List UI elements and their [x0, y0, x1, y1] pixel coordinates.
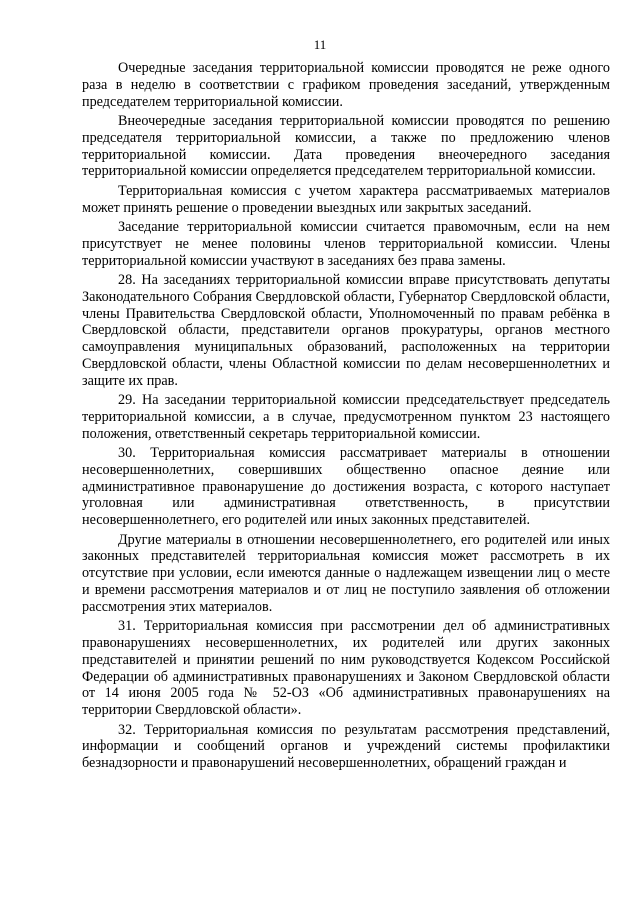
paragraph: Территориальная комиссия с учетом характера рассматриваемых материалов может принять решение о проведении выездных или закрытых заседаний.: [82, 182, 610, 216]
paragraph: Внеочередные заседания территориальной комиссии проводятся по решению председателя территориальной комиссии, а также по предложению членов территориальной комиссии. Дата проведения внеочередного заседания территориальной комиссии определяется председателем территориальной комиссии.: [82, 112, 610, 180]
paragraph: Заседание территориальной комиссии считается правомочным, если на нем присутствует не менее половины членов территориальной комиссии. Члены территориальной комиссии участвуют в заседаниях без права замены.: [82, 218, 610, 269]
paragraph: 30. Территориальная комиссия рассматривает материалы в отношении несовершеннолетних, совершивших общественно опасное деяние или административное правонарушение до достижения возраста, с которого наступает уголовная или административная ответственность, в присутствии несовершеннолетнего, его родителей или иных законных представителей.: [82, 445, 610, 529]
document-body: [82, 60, 610, 775]
paragraph: Очередные заседания территориальной комиссии проводятся не реже одного раза в неделю в соответствии с графиком проведения заседаний, утвержденным председателем территориальной комиссии.: [82, 60, 610, 110]
paragraph: 29. На заседании территориальной комиссии председательствует председатель территориальной комиссии, а в случае, предусмотренном пунктом 23 настоящего положения, ответственный секретарь территориальной комиссии.: [82, 392, 610, 442]
paragraph: Другие материалы в отношении несовершеннолетнего, его родителей или иных законных представителей территориальная комиссия может рассмотреть в их отсутствие при условии, если имеются данные о надлежащем извещении лиц о месте и времени рассмотрения материалов и от лиц не поступило заявления об отложении рассмотрения этих материалов.: [82, 531, 610, 615]
paragraph: 28. На заседаниях территориальной комиссии вправе присутствовать депутаты Законодательного Собрания Свердловской области, Губернатор Свердловской области, члены Правительства Свердловской области, Уполномоченный по правам ребёнка в Свердловской области, представители органов прокуратуры, органов местного самоуправления муниципальных образований, расположенных на территории Свердловской области, члены Областной комиссии по делам несовершеннолетних и защите их прав.: [82, 271, 610, 389]
paragraph: 31. Территориальная комиссия при рассмотрении дел об административных правонарушениях несовершеннолетних, их родителей или других законных представителей и принятии решений по ним руководствуется Кодексом Российской Федерации об административных правонарушениях и Законом Свердловской области от 14 июня 2005 года № 52-ОЗ «Об административных правонарушениях на территории Свердловской области».: [82, 618, 610, 719]
page-number: 11: [313, 37, 327, 52]
paragraph: 32. Территориальная комиссия по результатам рассмотрения представлений, информации и сообщений органов и учреждений системы профилактики безнадзорности и правонарушений несовершеннолетних, обращений граждан и: [82, 721, 610, 772]
